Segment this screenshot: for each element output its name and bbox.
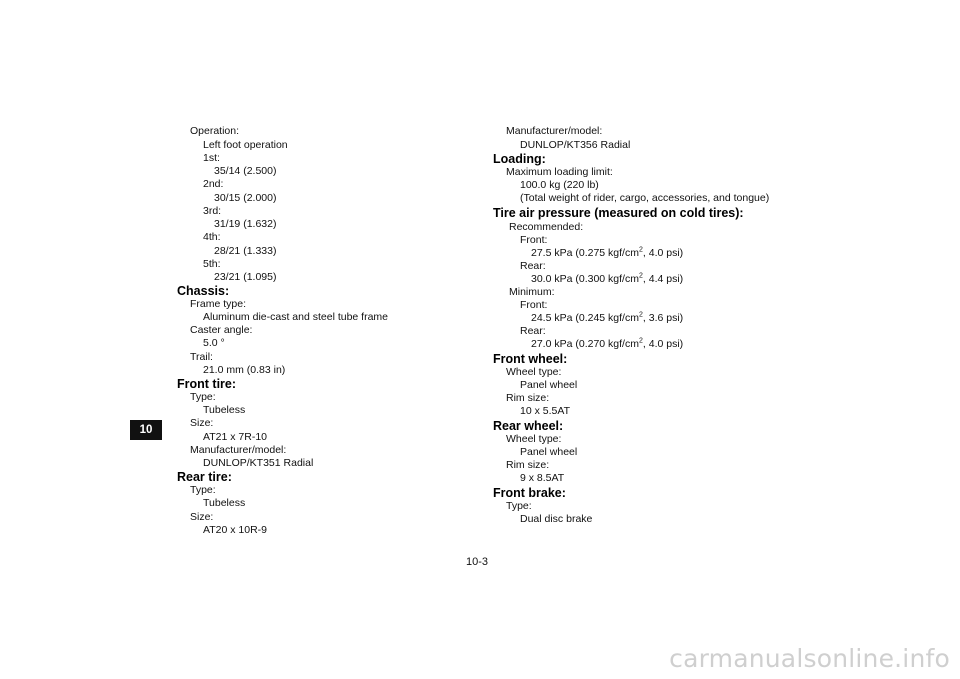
chapter-tab: 10 — [130, 420, 162, 440]
loading-heading: Loading: — [493, 152, 546, 166]
min-rear-value: 27.0 kPa (0.270 kgf/$cm^2$, 4.0 psi) — [531, 337, 684, 350]
gear-5-label: 5th: — [203, 258, 221, 270]
operation-value: Left foot operation — [203, 139, 288, 151]
rec-front-label: Front: — [520, 234, 548, 246]
superscript: 2 — [638, 246, 643, 254]
gear-4-value: 28/21 (1.333) — [214, 245, 277, 257]
front-tire-heading: Front tire: — [177, 377, 237, 391]
max-load-label: Maximum loading limit: — [506, 166, 613, 178]
rec-front-value: 27.5 kPa (0.275 kgf/$cm^2$, 4.0 psi) — [531, 246, 684, 259]
caster-label: Caster angle: — [190, 324, 253, 336]
watermark: carmanualsonline.info — [669, 644, 950, 673]
tire-pressure-heading: Tire air pressure (measured on cold tires): — [493, 206, 744, 220]
rear-tire-mfr-value: DUNLOP/KT356 Radial — [520, 139, 631, 151]
gear-2-label: 2nd: — [203, 178, 224, 190]
front-brake-type-label: Type: — [506, 500, 532, 512]
minimum-label: Minimum: — [509, 286, 555, 298]
front-tire-type-value: Tubeless — [203, 404, 246, 416]
rear-tire-type-value: Tubeless — [203, 497, 246, 509]
chassis-heading: Chassis: — [177, 284, 230, 298]
min-front-label: Front: — [520, 299, 548, 311]
rear-tire-type-label: Type: — [190, 484, 216, 496]
gear-4-label: 4th: — [203, 231, 221, 243]
gear-3-label: 3rd: — [203, 205, 222, 217]
front-wheel-heading: Front wheel: — [493, 352, 568, 366]
frame-type-value: Aluminum die-cast and steel tube frame — [203, 311, 389, 323]
gear-1-value: 35/14 (2.500) — [214, 165, 277, 177]
rear-wheel-type-label: Wheel type: — [506, 433, 562, 445]
gear-2-value: 30/15 (2.000) — [214, 192, 277, 204]
front-tire-mfr-value: DUNLOP/KT351 Radial — [203, 457, 314, 469]
page-number: 10-3 — [466, 556, 489, 568]
frame-type-label: Frame type: — [190, 298, 247, 310]
superscript: 2 — [638, 337, 643, 345]
trail-value: 21.0 mm (0.83 in) — [203, 364, 286, 376]
front-tire-size-label: Size: — [190, 417, 214, 429]
rear-tire-size-label: Size: — [190, 511, 214, 523]
front-brake-heading: Front brake: — [493, 486, 566, 500]
rear-wheel-rim-label: Rim size: — [506, 459, 550, 471]
superscript: 2 — [638, 311, 643, 319]
rear-tire-mfr-label: Manufacturer/model: — [506, 125, 603, 137]
rec-rear-value: 30.0 kPa (0.300 kgf/$cm^2$, 4.4 psi) — [531, 272, 684, 285]
front-wheel-rim-value: 10 x 5.5AT — [520, 405, 570, 417]
max-load-note: (Total weight of rider, cargo, accessories, and tongue) — [520, 192, 770, 204]
trail-label: Trail: — [190, 351, 213, 363]
min-front-value: 24.5 kPa (0.245 kgf/$cm^2$, 3.6 psi) — [531, 311, 684, 324]
min-rear-label: Rear: — [520, 325, 546, 337]
front-wheel-rim-label: Rim size: — [506, 392, 550, 404]
front-tire-mfr-label: Manufacturer/model: — [190, 444, 287, 456]
gear-5-value: 23/21 (1.095) — [214, 271, 277, 283]
gear-1-label: 1st: — [203, 152, 220, 164]
front-tire-type-label: Type: — [190, 391, 216, 403]
caster-value: 5.0 ° — [203, 337, 225, 349]
max-load-value: 100.0 kg (220 lb) — [520, 179, 599, 191]
front-wheel-type-value: Panel wheel — [520, 379, 578, 391]
rear-wheel-heading: Rear wheel: — [493, 419, 564, 433]
gear-3-value: 31/19 (1.632) — [214, 218, 277, 230]
front-tire-size-value: AT21 x 7R-10 — [203, 431, 267, 443]
rear-wheel-rim-value: 9 x 8.5AT — [520, 472, 565, 484]
front-wheel-type-label: Wheel type: — [506, 366, 562, 378]
front-brake-type-value: Dual disc brake — [520, 513, 593, 525]
rear-wheel-type-value: Panel wheel — [520, 446, 578, 458]
rear-tire-size-value: AT20 x 10R-9 — [203, 524, 267, 536]
recommended-label: Recommended: — [509, 221, 584, 233]
rear-tire-heading: Rear tire: — [177, 470, 232, 484]
superscript: 2 — [638, 272, 643, 280]
rec-rear-label: Rear: — [520, 260, 546, 272]
operation-label: Operation: — [190, 125, 240, 137]
